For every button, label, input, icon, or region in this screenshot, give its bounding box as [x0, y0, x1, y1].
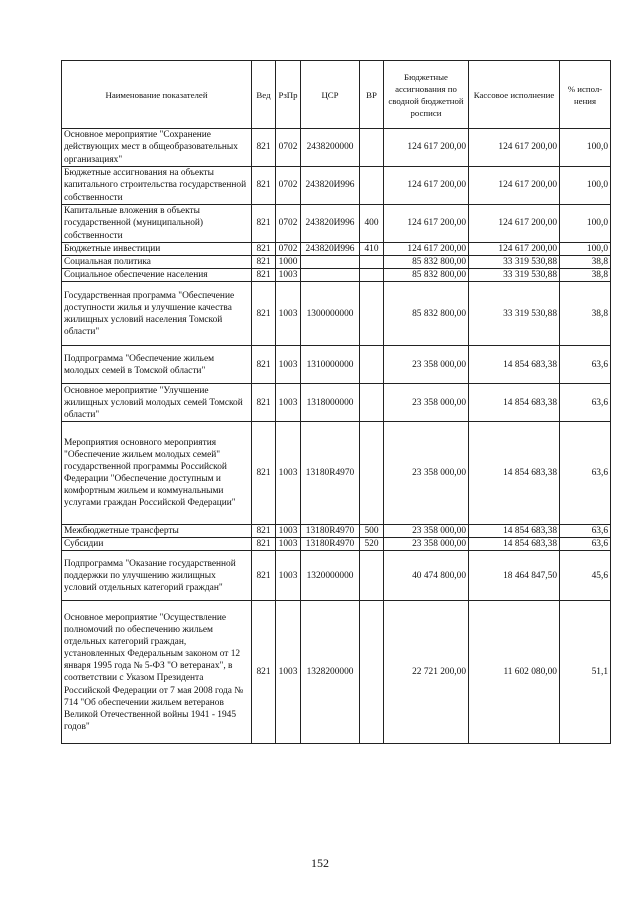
cell-assigned: 23 358 000,00: [384, 525, 469, 538]
cell-name: Государственная программа "Обеспечение доступности жилья и улучшение качества жилищных условий населения Томской области": [62, 282, 252, 346]
cell-rzpr: 0702: [276, 167, 301, 205]
cell-name: Социальное обеспечение населения: [62, 269, 252, 282]
cell-pct: 100,0: [560, 205, 611, 243]
cell-pct: 38,8: [560, 282, 611, 346]
cell-ved: 821: [252, 243, 276, 256]
cell-name: Социальная политика: [62, 256, 252, 269]
cell-ved: 821: [252, 525, 276, 538]
table-body: [62, 129, 611, 744]
table-row: [62, 601, 611, 744]
cell-csr: [301, 269, 360, 282]
table-row: [62, 282, 611, 346]
cell-cash: 11 602 080,00: [469, 601, 560, 744]
cell-assigned: 85 832 800,00: [384, 269, 469, 282]
cell-assigned: 124 617 200,00: [384, 205, 469, 243]
cell-rzpr: 1003: [276, 282, 301, 346]
table-row: [62, 205, 611, 243]
table-row: [62, 346, 611, 384]
cell-rzpr: 1003: [276, 346, 301, 384]
cell-name: Основное мероприятие "Улучшение жилищных условий молодых семей Томской области": [62, 384, 252, 422]
cell-rzpr: 1003: [276, 525, 301, 538]
table-row: [62, 129, 611, 167]
cell-ved: 821: [252, 422, 276, 525]
header-ved: Вед: [252, 61, 276, 129]
cell-ved: 821: [252, 282, 276, 346]
cell-name: Бюджетные ассигнования на объекты капитального строительства государственной собственности: [62, 167, 252, 205]
cell-ved: 821: [252, 384, 276, 422]
table-row: [62, 525, 611, 538]
table-header-row: [62, 61, 611, 129]
cell-cash: 18 464 847,50: [469, 551, 560, 601]
cell-assigned: 23 358 000,00: [384, 384, 469, 422]
cell-pct: 38,8: [560, 256, 611, 269]
cell-cash: 124 617 200,00: [469, 167, 560, 205]
header-pct: % испол-нения: [560, 61, 611, 129]
cell-csr: 1320000000: [301, 551, 360, 601]
cell-ved: 821: [252, 346, 276, 384]
table-row: [62, 243, 611, 256]
cell-name: Мероприятия основного мероприятия "Обеспечение жильем молодых семей" государственной программы Российской Федерации "Обеспечение доступным и комфортным жильем и коммунальными услугами граждан Российской Федерации": [62, 422, 252, 525]
cell-csr: 2438200000: [301, 129, 360, 167]
cell-csr: 1310000000: [301, 346, 360, 384]
cell-assigned: 124 617 200,00: [384, 129, 469, 167]
cell-pct: 63,6: [560, 346, 611, 384]
cell-ved: 821: [252, 601, 276, 744]
cell-name: Подпрограмма "Обеспечение жильем молодых семей в Томской области": [62, 346, 252, 384]
cell-assigned: 23 358 000,00: [384, 538, 469, 551]
table-row: [62, 256, 611, 269]
header-name: Наименование показателей: [62, 61, 252, 129]
cell-ved: 821: [252, 167, 276, 205]
cell-csr: 1300000000: [301, 282, 360, 346]
cell-assigned: 23 358 000,00: [384, 346, 469, 384]
cell-vr: [360, 129, 384, 167]
cell-cash: 14 854 683,38: [469, 422, 560, 525]
cell-assigned: 85 832 800,00: [384, 256, 469, 269]
cell-rzpr: 1003: [276, 601, 301, 744]
cell-csr: [301, 256, 360, 269]
cell-assigned: 124 617 200,00: [384, 243, 469, 256]
cell-cash: 124 617 200,00: [469, 205, 560, 243]
cell-vr: 520: [360, 538, 384, 551]
table-row: [62, 269, 611, 282]
cell-name: Субсидии: [62, 538, 252, 551]
cell-ved: 821: [252, 551, 276, 601]
cell-cash: 124 617 200,00: [469, 243, 560, 256]
cell-pct: 63,6: [560, 538, 611, 551]
cell-vr: 410: [360, 243, 384, 256]
cell-assigned: 124 617 200,00: [384, 167, 469, 205]
cell-cash: 14 854 683,38: [469, 538, 560, 551]
header-assigned: Бюджетные ассигнования по сводной бюджетной росписи: [384, 61, 469, 129]
cell-name: Основное мероприятие "Осуществление полномочий по обеспечению жильем отдельных категорий граждан, установленных Федеральным законом от 12 января 1995 года № 5-ФЗ "О ветеранах", в соответствии с Указом Президента Российской Федерации от 7 мая 2008 года № 714 "Об обеспечении жильем ветеранов Великой Отечественной войны 1941 - 1945 годов": [62, 601, 252, 744]
cell-vr: 500: [360, 525, 384, 538]
cell-ved: 821: [252, 538, 276, 551]
cell-csr: 243820И996: [301, 243, 360, 256]
cell-assigned: 23 358 000,00: [384, 422, 469, 525]
cell-name: Капитальные вложения в объекты государственной (муниципальной) собственности: [62, 205, 252, 243]
cell-rzpr: 1003: [276, 422, 301, 525]
cell-csr: 13180R4970: [301, 525, 360, 538]
cell-rzpr: 1003: [276, 538, 301, 551]
cell-cash: 33 319 530,88: [469, 269, 560, 282]
cell-pct: 63,6: [560, 525, 611, 538]
cell-vr: [360, 551, 384, 601]
header-cash: Кассовое исполнение: [469, 61, 560, 129]
cell-pct: 100,0: [560, 243, 611, 256]
cell-pct: 51,1: [560, 601, 611, 744]
cell-csr: 13180R4970: [301, 538, 360, 551]
cell-cash: 33 319 530,88: [469, 282, 560, 346]
cell-cash: 14 854 683,38: [469, 384, 560, 422]
cell-pct: 38,8: [560, 269, 611, 282]
table-row: [62, 384, 611, 422]
cell-vr: [360, 269, 384, 282]
cell-pct: 63,6: [560, 384, 611, 422]
cell-cash: 14 854 683,38: [469, 525, 560, 538]
cell-ved: 821: [252, 205, 276, 243]
cell-csr: 1328200000: [301, 601, 360, 744]
cell-assigned: 22 721 200,00: [384, 601, 469, 744]
cell-cash: 33 319 530,88: [469, 256, 560, 269]
cell-pct: 100,0: [560, 129, 611, 167]
cell-pct: 63,6: [560, 422, 611, 525]
cell-vr: [360, 422, 384, 525]
cell-csr: 243820И996: [301, 205, 360, 243]
cell-vr: [360, 282, 384, 346]
cell-vr: [360, 384, 384, 422]
cell-name: Основное мероприятие "Сохранение действующих мест в общеобразовательных организациях": [62, 129, 252, 167]
cell-vr: [360, 256, 384, 269]
cell-rzpr: 1003: [276, 269, 301, 282]
table-row: [62, 167, 611, 205]
cell-rzpr: 1003: [276, 551, 301, 601]
cell-rzpr: 1003: [276, 384, 301, 422]
cell-csr: 13180R4970: [301, 422, 360, 525]
table-row: [62, 551, 611, 601]
cell-cash: 14 854 683,38: [469, 346, 560, 384]
cell-vr: [360, 167, 384, 205]
cell-rzpr: 0702: [276, 243, 301, 256]
cell-name: Межбюджетные трансферты: [62, 525, 252, 538]
table-row: [62, 538, 611, 551]
cell-rzpr: 0702: [276, 129, 301, 167]
cell-pct: 45,6: [560, 551, 611, 601]
cell-cash: 124 617 200,00: [469, 129, 560, 167]
cell-assigned: 85 832 800,00: [384, 282, 469, 346]
page-number: 152: [311, 856, 329, 870]
cell-csr: 243820И996: [301, 167, 360, 205]
cell-vr: 400: [360, 205, 384, 243]
cell-ved: 821: [252, 129, 276, 167]
cell-vr: [360, 346, 384, 384]
cell-name: Подпрограмма "Оказание государственной поддержки по улучшению жилищных условий отдельных категорий граждан": [62, 551, 252, 601]
cell-pct: 100,0: [560, 167, 611, 205]
table-row: [62, 422, 611, 525]
cell-rzpr: 0702: [276, 205, 301, 243]
cell-assigned: 40 474 800,00: [384, 551, 469, 601]
cell-rzpr: 1000: [276, 256, 301, 269]
cell-csr: 1318000000: [301, 384, 360, 422]
cell-ved: 821: [252, 269, 276, 282]
header-vr: ВР: [360, 61, 384, 129]
cell-vr: [360, 601, 384, 744]
budget-execution-table: [61, 60, 611, 744]
header-rzpr: РзПр: [276, 61, 301, 129]
cell-ved: 821: [252, 256, 276, 269]
header-csr: ЦСР: [301, 61, 360, 129]
cell-name: Бюджетные инвестиции: [62, 243, 252, 256]
